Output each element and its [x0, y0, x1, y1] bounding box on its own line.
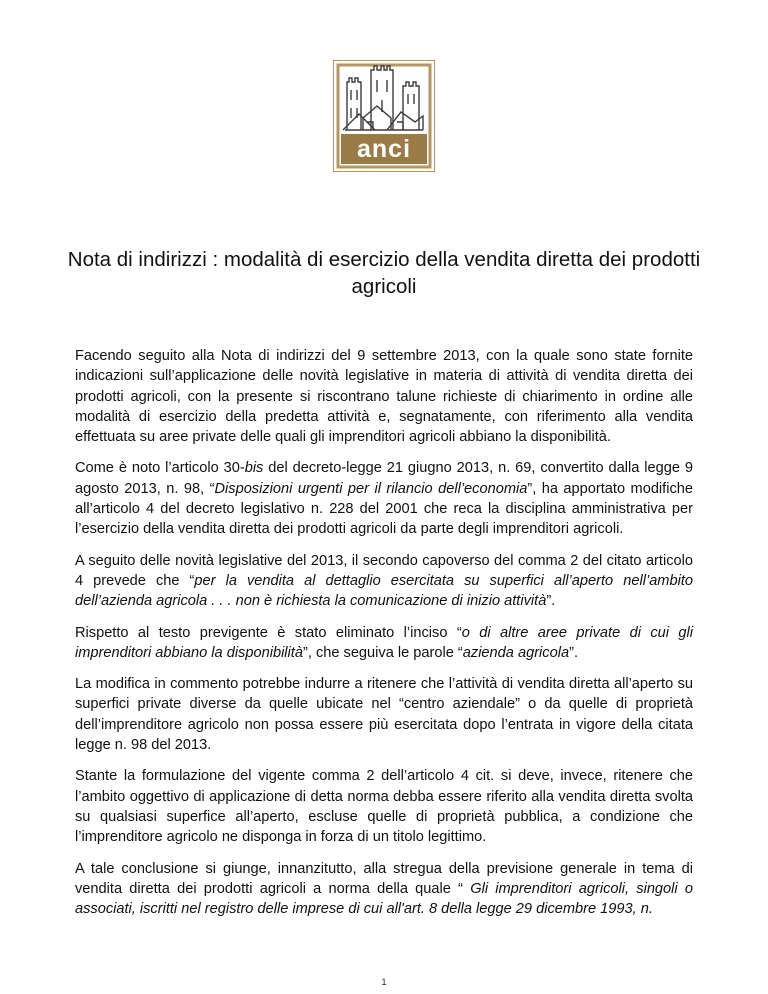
paragraph-text: A tale conclusione si giunge, innanzitutto, alla stregua della previsione generale in tema di vendita diretta dei prodotti agricoli a norma della quale “	[75, 860, 693, 897]
italic-quote: azienda agricola	[462, 644, 570, 661]
document-body	[75, 346, 693, 930]
italic-quote: Gli imprenditori agricoli, singoli o associati, iscritti nel registro delle imprese di cui all'art. 8 della legge 29 dicembre 1993, n.	[75, 880, 693, 918]
italic-quote: bis	[244, 460, 264, 477]
page-number: 1	[381, 977, 387, 987]
document-title: Nota di indirizzi : modalità di esercizio della vendita diretta dei prodotti agricoli	[67, 248, 701, 298]
paragraph-text: ”.	[546, 593, 556, 610]
body-paragraph	[75, 458, 693, 539]
italic-quote: per la vendita al dettaglio esercitata su superfici all’aperto nell’ambito dell’azienda agricola . . . non è richiesta la comunicazione di inizio attività	[75, 572, 693, 610]
paragraph-text: ”.	[569, 644, 578, 661]
paragraph-text: La modifica in commento potrebbe indurre a ritenere che l’attività di vendita diretta all’aperto su superfici private diverse da quelle ubicate nel “centro aziendale” o da quelle di proprietà dell’imprenditore agricolo non possa essere più esercitata dopo l’entrata in vigore della citata legge n. 98 del 2013.	[75, 676, 693, 754]
body-paragraph	[75, 623, 693, 664]
paragraph-text: ”, che seguiva le parole “	[302, 644, 463, 661]
paragraph-text: Come è noto l’articolo 30-	[75, 460, 245, 477]
paragraph-text: Rispetto al testo previgente è stato eliminato l’inciso “	[75, 624, 462, 641]
paragraph-text: del decreto-legge 21 giugno 2013, n. 69, convertito dalla legge 9 agosto 2013, n. 98, “	[75, 460, 693, 497]
paragraph-text: Facendo seguito alla Nota di indirizzi del 9 settembre 2013, con la quale sono state fornite indicazioni sull’applicazione delle novità legislative in materia di attività di vendita diretta dei prodotti agricoli, con la presente si riscontrano talune richieste di chiarimento in ordine alle modalità di esercizio della predetta attività e, segnatamente, con riferimento alla vendita effettuata su aree private delle quali gli imprenditori agricoli abbiano la disponibilità.	[75, 348, 693, 446]
body-paragraph	[75, 766, 693, 847]
paragraph-text: Stante la formulazione del vigente comma 2 dell’articolo 4 cit. si deve, invece, ritenere che l’ambito oggettivo di applicazione di detta norma debba essere riferito alla vendita diretta svolta su qualsiasi superfice all’aperto, escluse quelle di proprietà pubblica, a condizione che l’imprenditore agricolo ne disponga in forza di un titolo legittimo.	[75, 768, 693, 846]
body-paragraph	[75, 346, 693, 447]
italic-quote: Disposizioni urgenti per il rilancio dell’economia	[214, 480, 528, 497]
body-paragraph	[75, 551, 693, 612]
logo-text: anci	[356, 135, 412, 163]
paragraph-text: ”, ha apportato modifiche all’articolo 4 del decreto legislativo n. 228 del 2001 che reca la disciplina amministrativa per l’esercizio della vendita diretta dei prodotti agricoli da parte degli imprenditori agricoli.	[75, 480, 693, 538]
paragraph-text: A seguito delle novità legislative del 2013, il secondo capoverso del comma 2 del citato articolo 4 prevede che “	[75, 552, 693, 589]
body-paragraph	[75, 674, 693, 755]
anci-logo-icon	[333, 60, 435, 172]
italic-quote: o di altre aree private di cui gli imprenditori abbiano la disponibilità	[75, 624, 693, 661]
body-paragraph	[75, 859, 693, 920]
